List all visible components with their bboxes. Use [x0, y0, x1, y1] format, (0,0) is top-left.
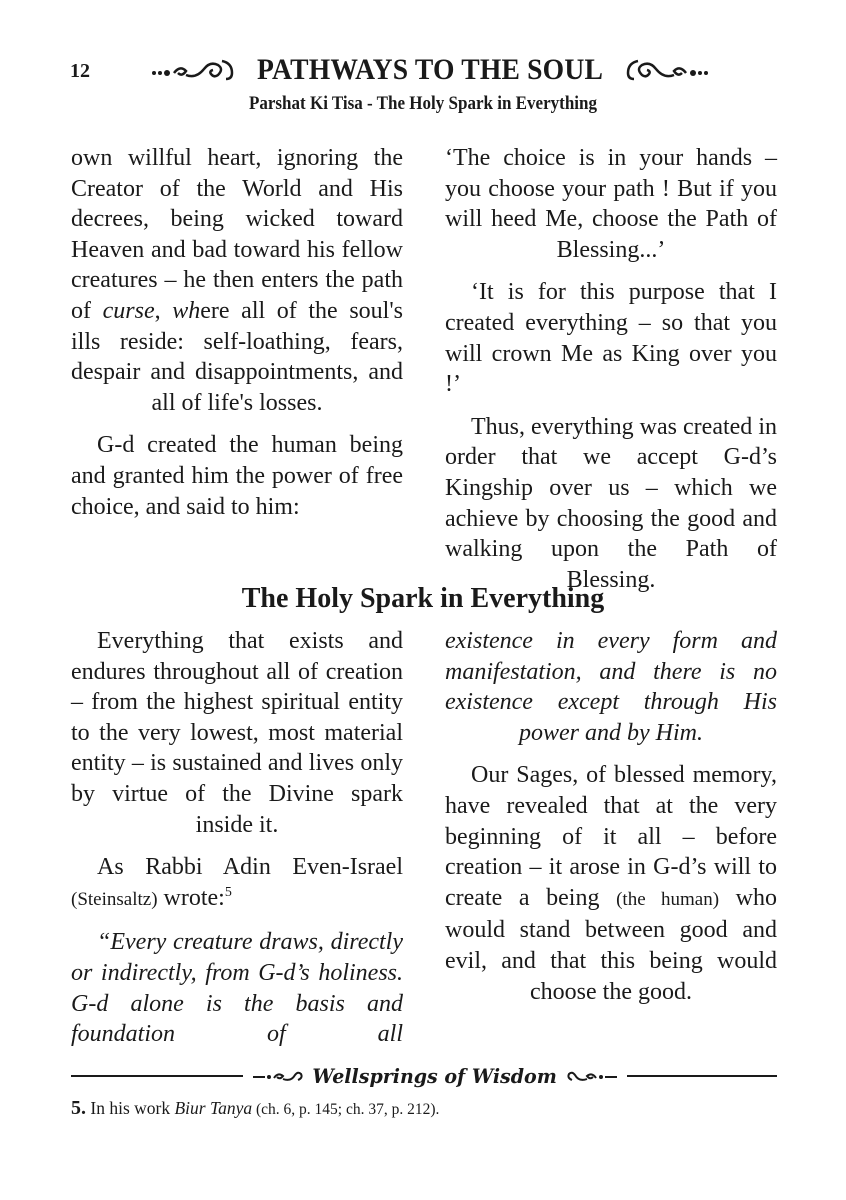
page-number: 12	[70, 60, 90, 82]
footnote-reference[interactable]: 5	[224, 884, 232, 900]
divider-line	[71, 1075, 243, 1077]
text-small: (Steinsaltz)	[71, 888, 158, 910]
footnote	[71, 1097, 439, 1120]
running-title: PATHWAYS TO THE SOUL	[256, 53, 604, 86]
paragraph: Everything that exists and endures throughout all of creation – from the highest spiritual entity to the very lowest, most material entity – is sustained and lives only by virtue of the Divine spark inside it.	[71, 628, 403, 838]
column-bottom-right	[445, 626, 777, 1007]
column-top-right	[445, 143, 777, 595]
text: ,	[154, 297, 173, 324]
scroll-ornament-right-icon	[624, 57, 710, 83]
running-head	[130, 50, 730, 90]
column-bottom-left	[71, 626, 403, 1050]
footer-ornament	[239, 1062, 631, 1090]
text: As Rabbi Adin Even-Israel	[97, 854, 403, 881]
scroll-ornament-small-left-icon	[253, 1066, 303, 1086]
paragraph: ‘It is for this purpose that I created everything – so that you will crown Me as King over you !’	[445, 279, 777, 398]
text: who would stand between good and evil, and that this being would choose the good.	[445, 884, 777, 1005]
text-small: (the human)	[616, 888, 720, 910]
scroll-ornament-left-icon	[150, 57, 236, 83]
section-heading: The Holy Spark in Everything	[241, 583, 605, 614]
footer-rule	[71, 1062, 777, 1090]
emphasis: wh	[172, 297, 201, 324]
text: wrote:	[157, 884, 225, 911]
footnote-text: In his work	[86, 1098, 175, 1118]
footnote-reference-text: (ch. 6, p. 145; ch. 37, p. 212).	[252, 1101, 440, 1118]
paragraph	[445, 760, 777, 1007]
paragraph	[71, 852, 403, 915]
divider-line	[627, 1075, 777, 1077]
chapter-subtitle: Parshat Ki Tisa - The Holy Spark in Everything	[248, 94, 598, 114]
quote-paragraph: existence in every form and manifestation, and there is no existence except through His power and by Him.	[445, 628, 777, 746]
paragraph: G-d created the human being and granted him the power of free choice, and said to him:	[71, 432, 403, 520]
column-top-left	[71, 143, 403, 522]
scroll-ornament-small-right-icon	[567, 1066, 617, 1086]
quote-paragraph: “Every creature draws, directly or indirectly, from G-d’s holiness. G-d alone is the basis and foundation of all	[71, 929, 403, 1048]
paragraph: Thus, everything was created in order that we accept G-d’s Kingship over us – which we achieve by choosing the good and walking upon the Path of Blessing.	[445, 413, 777, 593]
emphasis-curse: curse	[102, 297, 155, 324]
footnote-book-title: Biur Tanya	[174, 1098, 253, 1118]
text: own willful heart, ignoring the Creator of the World and His decrees, being wicked toward Heaven and bad toward his fellow creatures – he then enters the path of	[71, 145, 403, 324]
paragraph: ‘The choice is in your hands – you choose your path ! But if you will heed Me, choose the Path of Blessing...’	[445, 145, 777, 263]
footer-title: Wellsprings of Wisdom	[312, 1064, 558, 1088]
footnote-number: 5.	[71, 1097, 86, 1119]
paragraph	[71, 143, 403, 418]
text: Our Sages, of blessed memory, have revealed that at the very beginning of it all – before creation – it arose in G-d’s will to create a being	[445, 762, 777, 911]
text: ere all of the soul's ills reside: self-loathing, fears, despair and disappointments, and all of life's losses.	[71, 297, 403, 416]
